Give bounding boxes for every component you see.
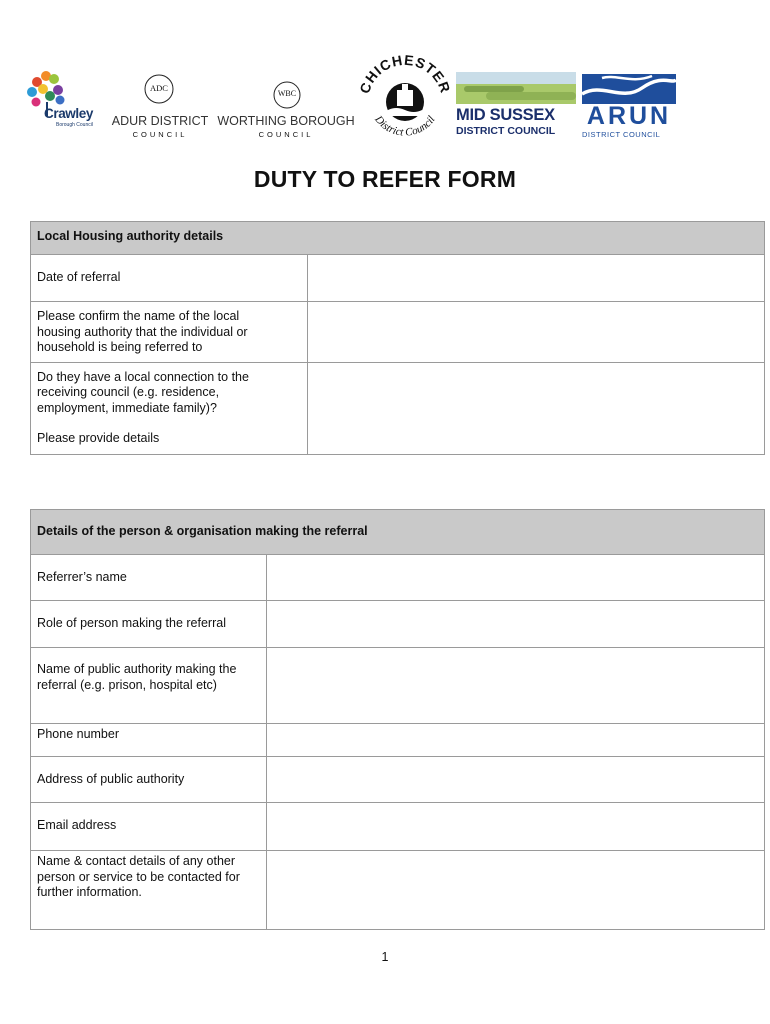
adur-name: ADUR DISTRICT xyxy=(111,114,209,128)
table-row xyxy=(31,648,765,724)
adur-subtitle: COUNCIL xyxy=(132,130,188,139)
date-of-referral-field[interactable] xyxy=(307,255,764,302)
worthing-name: WORTHING BOROUGH xyxy=(217,114,355,128)
table-row xyxy=(31,362,765,454)
table-row xyxy=(31,255,765,302)
arun-wave-icon xyxy=(582,74,676,104)
phone-number-field[interactable] xyxy=(266,724,764,757)
row-label: Name & contact details of any other person or service to be contacted for further information. xyxy=(31,851,267,930)
table-row xyxy=(31,757,765,803)
row-label: Date of referral xyxy=(31,255,308,302)
svg-text:District Council: District Council xyxy=(372,113,438,139)
midsussex-logo xyxy=(456,72,576,140)
row-label: Address of public authority xyxy=(31,757,267,803)
section-header: Details of the person & organisation making the referral xyxy=(31,510,765,555)
page-title: DUTY TO REFER FORM xyxy=(253,166,517,192)
provide-details-prompt: Please provide details xyxy=(37,431,160,445)
referrer-name-field[interactable] xyxy=(266,555,764,601)
row-label: Phone number xyxy=(31,724,267,757)
adur-logo xyxy=(106,74,214,142)
table-row xyxy=(31,724,765,757)
worthing-subtitle: COUNCIL xyxy=(258,130,314,139)
other-contact-details-field[interactable] xyxy=(266,851,764,930)
midsussex-name: MID SUSSEX xyxy=(456,106,555,124)
table-row xyxy=(31,302,765,363)
referrer-details-table xyxy=(30,509,765,930)
local-connection-details-field[interactable] xyxy=(307,362,764,454)
crawley-name: Crawley xyxy=(44,106,93,121)
local-housing-authority-table xyxy=(30,221,765,455)
page-number: 1 xyxy=(381,950,389,964)
crawley-logo xyxy=(26,66,108,138)
midsussex-landscape-image xyxy=(456,72,576,104)
local-connection-question: Do they have a local connection to the receiving council (e.g. residence, employment, immediate family)? xyxy=(37,369,249,415)
row-label xyxy=(31,362,308,454)
arun-logo xyxy=(582,74,682,144)
row-label: Role of person making the referral xyxy=(31,601,267,648)
adc-emblem-text: ADC xyxy=(150,83,168,93)
wbc-emblem-text: WBC xyxy=(277,89,297,98)
referrer-role-field[interactable] xyxy=(266,601,764,648)
svg-text:CHICHESTER: CHICHESTER xyxy=(356,51,454,96)
arun-name: ARUN xyxy=(586,102,672,130)
public-authority-address-field[interactable] xyxy=(266,757,764,803)
email-address-field[interactable] xyxy=(266,803,764,851)
worthing-logo xyxy=(216,74,356,142)
table-row xyxy=(31,803,765,851)
crawley-subtitle: Borough Council xyxy=(56,122,93,128)
arun-subtitle: DISTRICT COUNCIL xyxy=(582,130,661,139)
chichester-logo xyxy=(356,50,454,150)
row-label: Name of public authority making the referral (e.g. prison, hospital etc) xyxy=(31,648,267,724)
chichester-seal-icon xyxy=(356,50,454,150)
midsussex-subtitle: DISTRICT COUNCIL xyxy=(456,125,556,137)
section-header: Local Housing authority details xyxy=(31,222,765,255)
table-row xyxy=(31,555,765,601)
row-label: Please confirm the name of the local housing authority that the individual or household is being referred to xyxy=(31,302,308,363)
row-label: Referrer’s name xyxy=(31,555,267,601)
table-row xyxy=(31,851,765,930)
public-authority-name-field[interactable] xyxy=(266,648,764,724)
row-label: Email address xyxy=(31,803,267,851)
table-row xyxy=(31,601,765,648)
council-logos xyxy=(26,44,682,150)
local-housing-authority-name-field[interactable] xyxy=(307,302,764,363)
